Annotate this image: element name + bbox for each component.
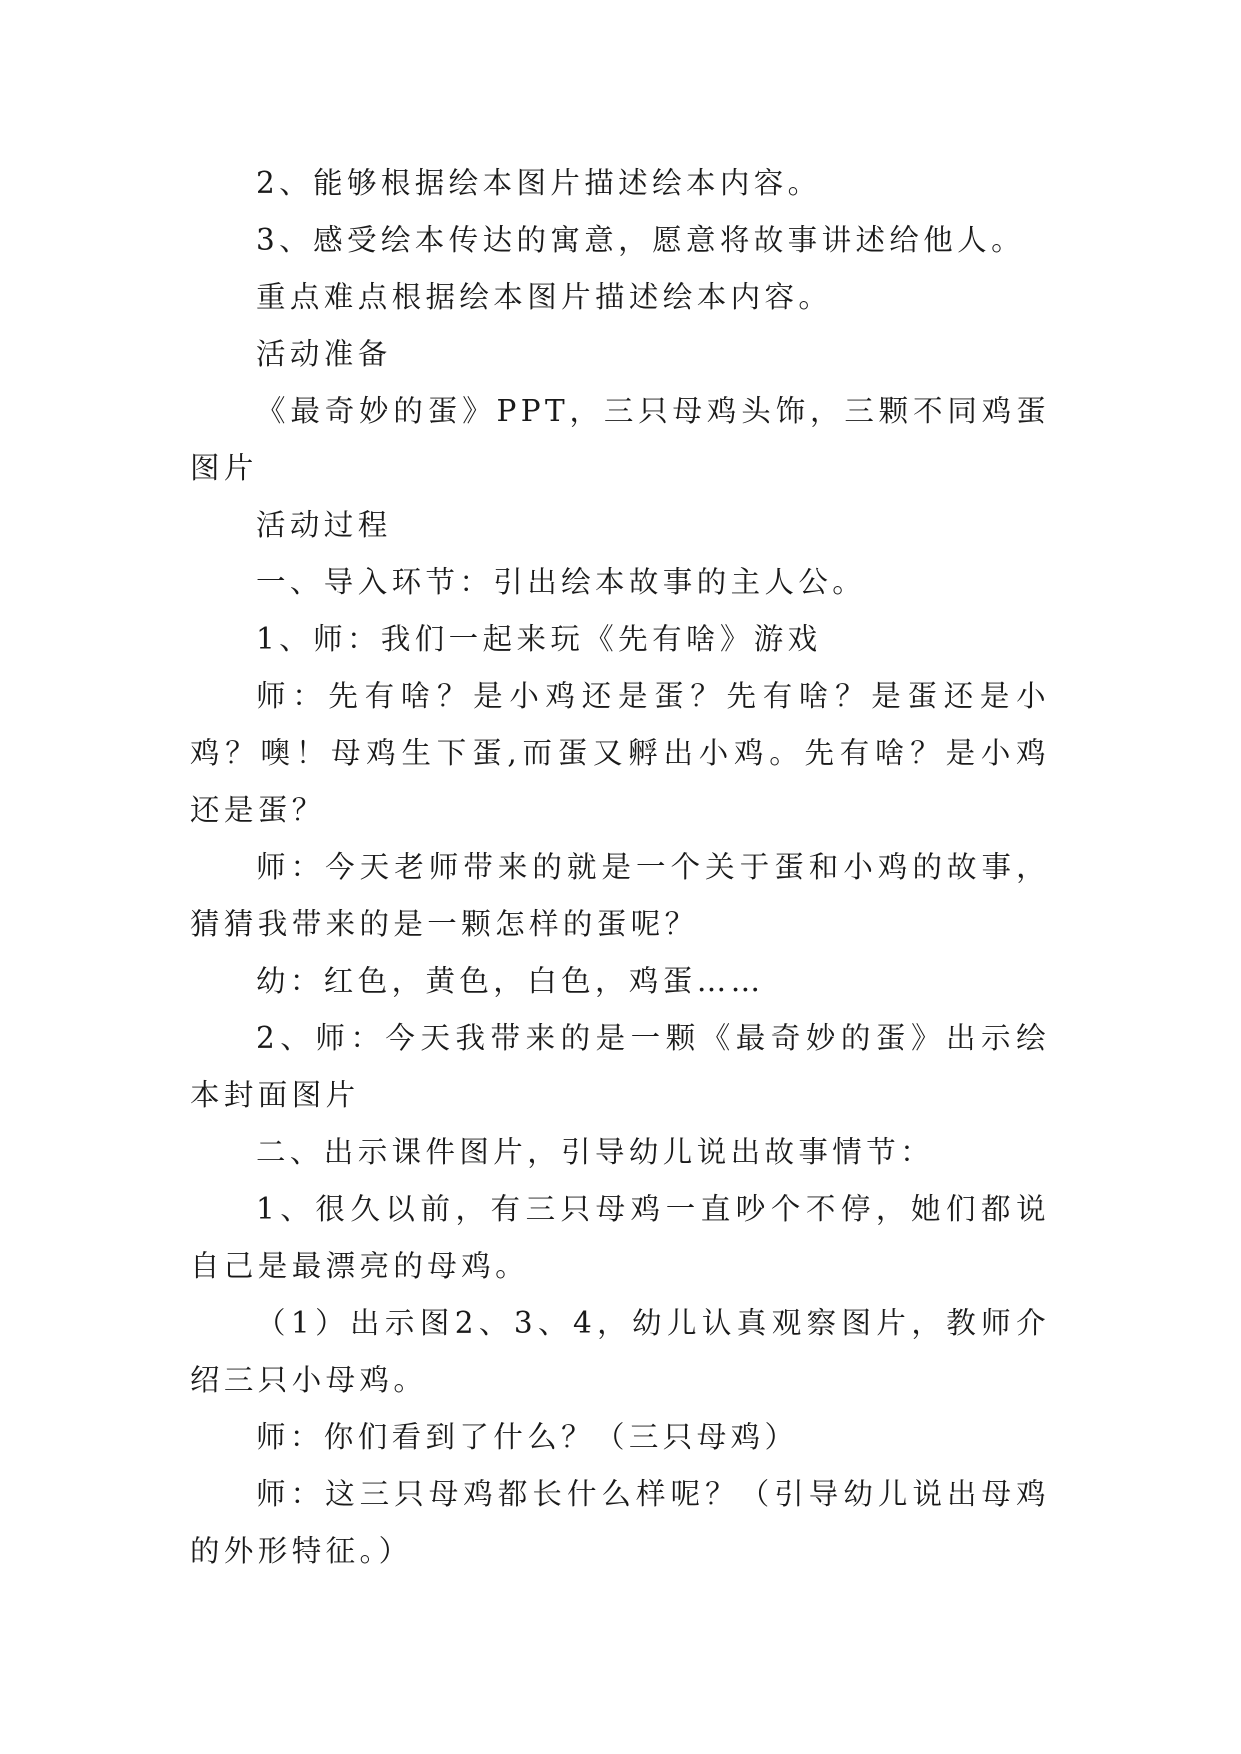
paragraph-objective-2: 2、能够根据绘本图片描述绘本内容。	[256, 166, 822, 200]
paragraph-teacher-hen-appearance: 师：这三只母鸡都长什么样呢？（引导幼儿说出母鸡的外形特征。）	[190, 1477, 1050, 1568]
paragraph-story-three-hens: 1、很久以前，有三只母鸡一直吵个不停，她们都说自己是最漂亮的母鸡。	[190, 1192, 1050, 1283]
paragraph-section-2-title: 二、出示课件图片，引导幼儿说出故事情节：	[256, 1135, 935, 1169]
paragraph-teacher-what-seen: 师：你们看到了什么？（三只母鸡）	[256, 1420, 799, 1454]
document-body	[190, 155, 1050, 1580]
paragraph-step-1-game: 1、师：我们一起来玩《先有啥》游戏	[256, 622, 822, 656]
paragraph-objective-3: 3、感受绘本传达的寓意，愿意将故事讲述给他人。	[256, 223, 1025, 257]
heading-activity-preparation: 活动准备	[256, 337, 392, 371]
heading-activity-process: 活动过程	[256, 508, 392, 542]
paragraph-key-points: 重点难点根据绘本图片描述绘本内容。	[256, 280, 833, 314]
paragraph-section-1-title: 一、导入环节：引出绘本故事的主人公。	[256, 565, 867, 599]
paragraph-show-pictures: （1）出示图2、3、4，幼儿认真观察图片，教师介绍三只小母鸡。	[190, 1306, 1050, 1397]
paragraph-children-answer: 幼：红色，黄色，白色，鸡蛋……	[256, 964, 765, 998]
paragraph-teacher-story-intro: 师：今天老师带来的就是一个关于蛋和小鸡的故事，猜猜我带来的是一颗怎样的蛋呢？	[190, 850, 1050, 941]
paragraph-step-2-cover: 2、师：今天我带来的是一颗《最奇妙的蛋》出示绘本封面图片	[190, 1021, 1050, 1112]
paragraph-preparation-materials: 《最奇妙的蛋》PPT，三只母鸡头饰，三颗不同鸡蛋图片	[190, 394, 1050, 485]
paragraph-teacher-question-chicken-egg: 师：先有啥？是小鸡还是蛋？先有啥？是蛋还是小鸡？噢！母鸡生下蛋,而蛋又孵出小鸡。先有啥？是小鸡还是蛋？	[190, 679, 1050, 827]
